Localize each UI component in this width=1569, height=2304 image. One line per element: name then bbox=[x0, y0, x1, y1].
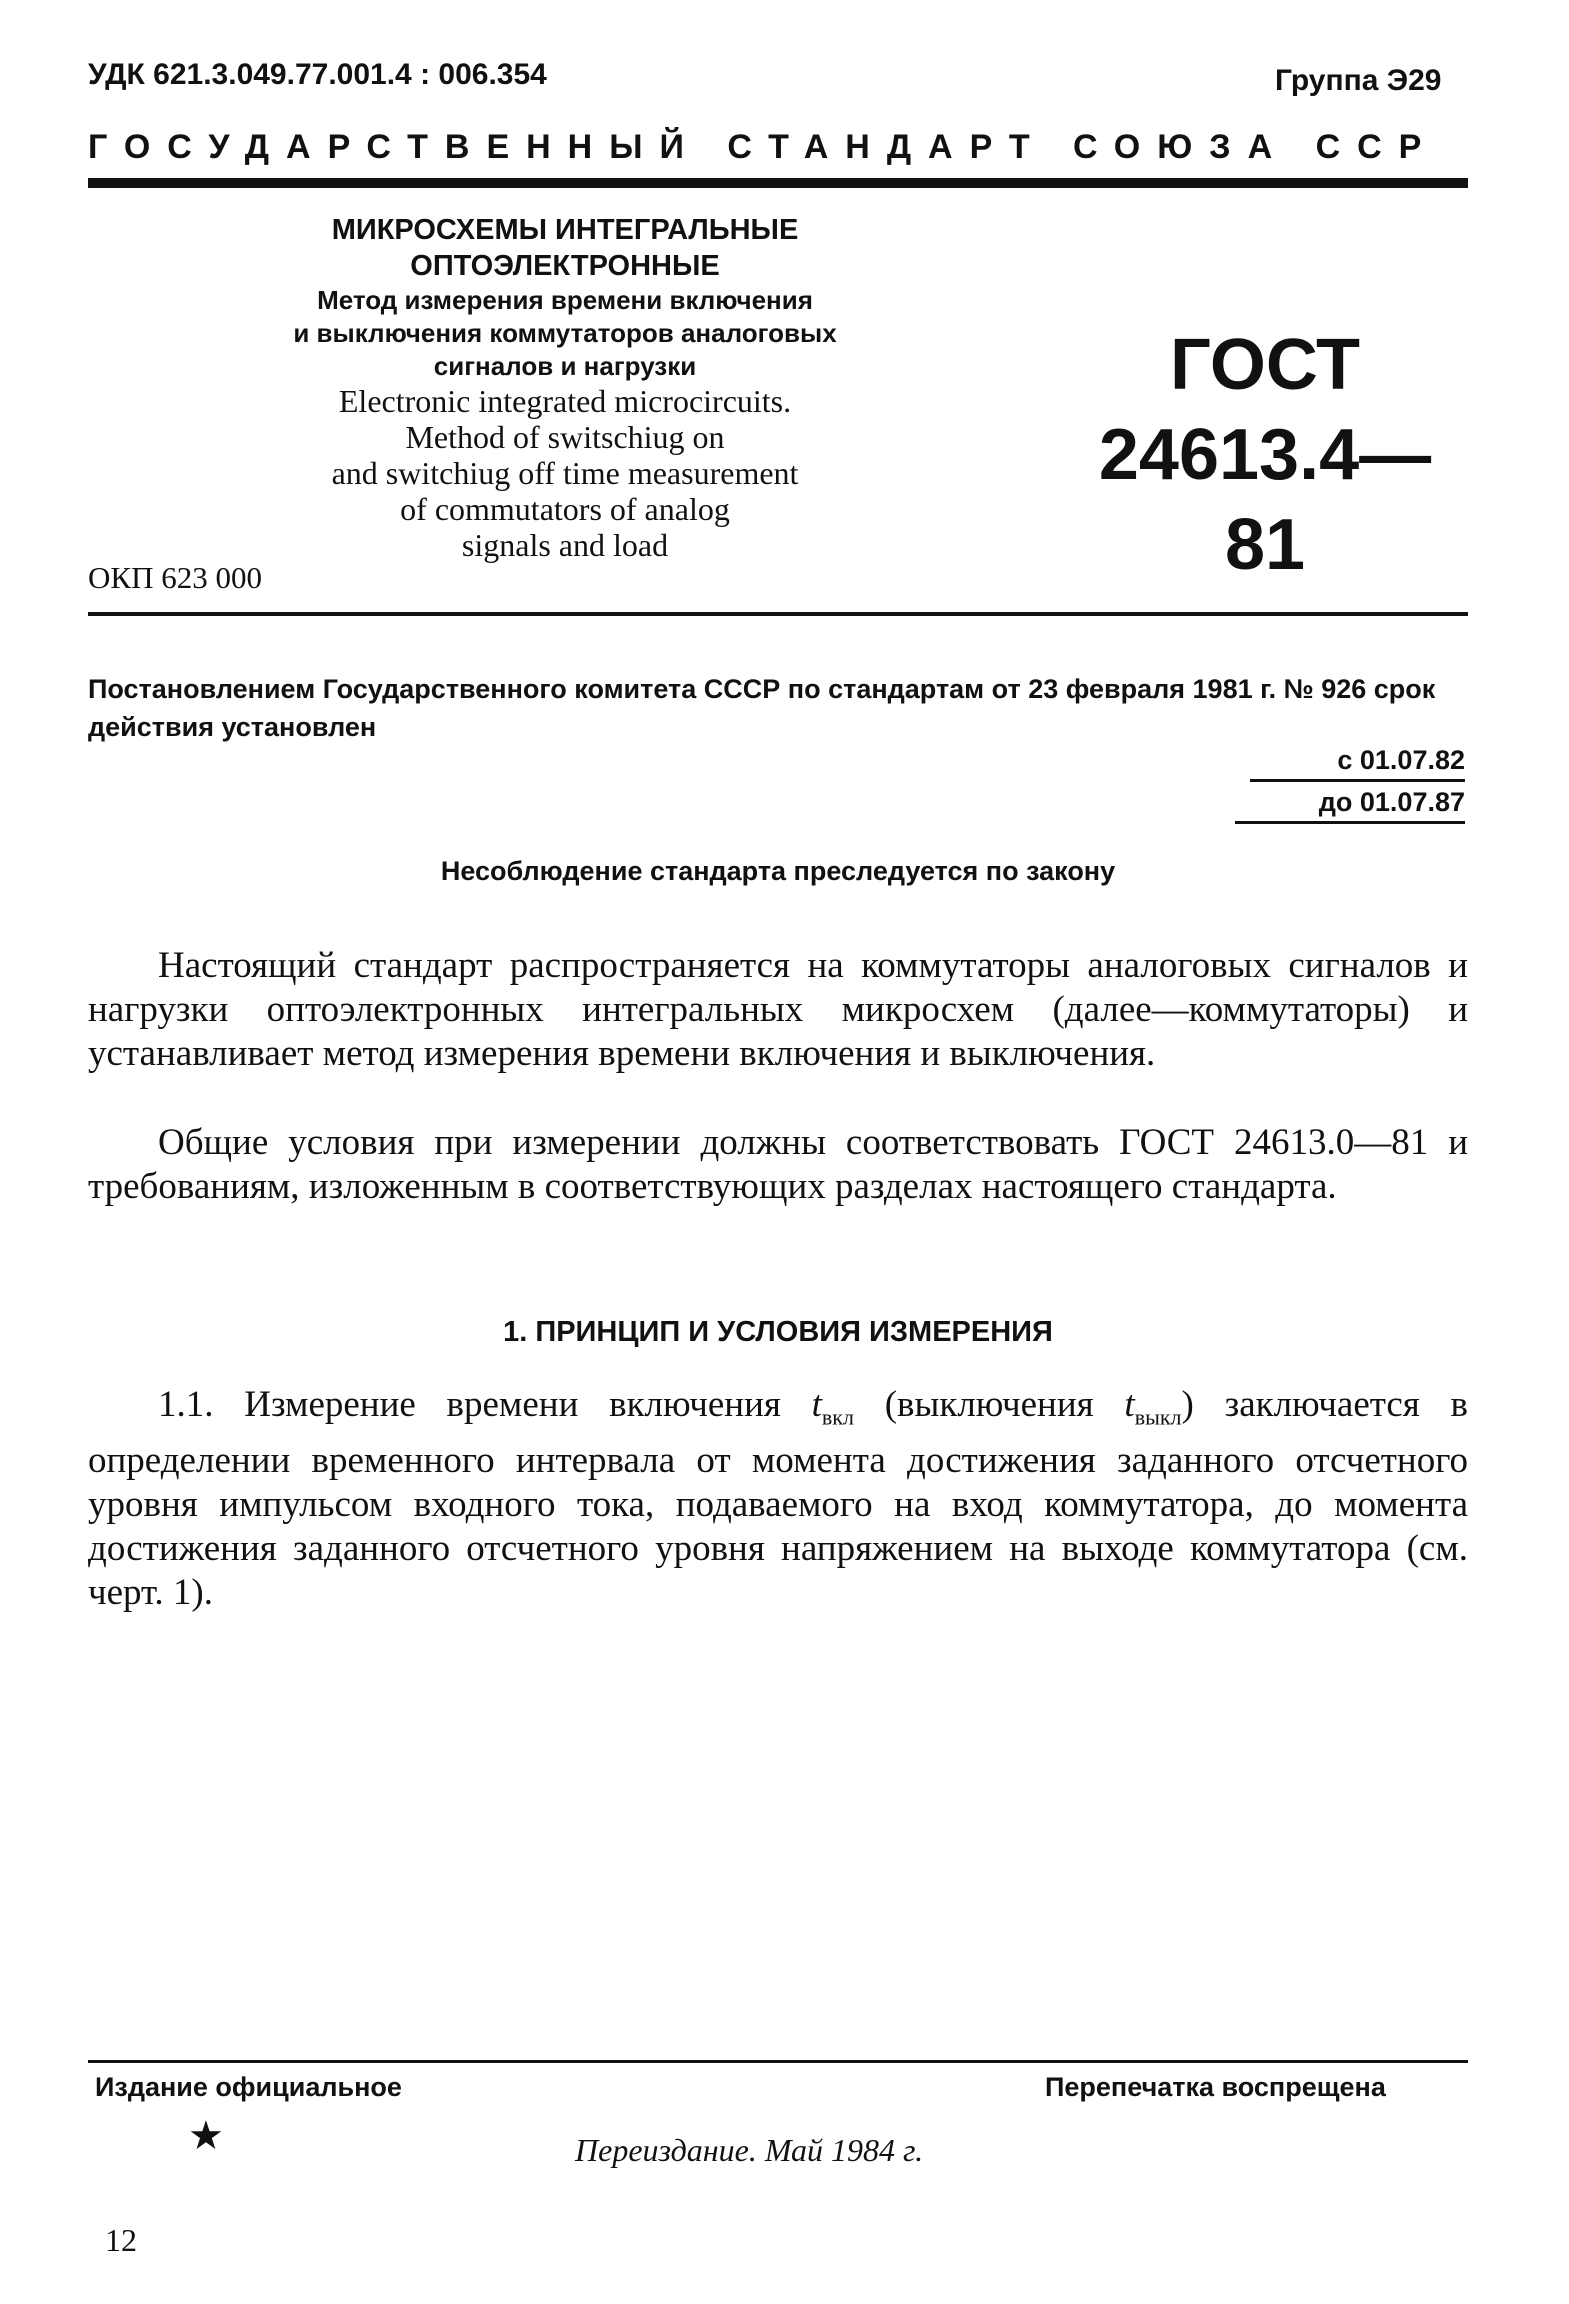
group-code: Группа Э29 bbox=[1275, 64, 1442, 97]
star-icon: ★ bbox=[188, 2113, 224, 2158]
udk-code: УДК 621.3.049.77.001.4 : 006.354 bbox=[88, 58, 547, 91]
official-edition-label: Издание официальное bbox=[95, 2072, 402, 2102]
paragraph-general-conditions: Общие условия при измерении должны соответствовать ГОСТ 24613.0—81 и требованиям, изложенным в соответствующих разделах настоящего стандарта. bbox=[88, 1122, 1468, 1207]
gost-number: 24613.4—81 bbox=[1098, 415, 1432, 585]
top-rule bbox=[88, 178, 1468, 188]
p3-part-b: (выключения bbox=[853, 1384, 1125, 1425]
title-block bbox=[175, 212, 955, 563]
okp-code: ОКП 623 000 bbox=[88, 560, 262, 595]
t-on-symbol: t bbox=[811, 1384, 822, 1425]
mid-rule bbox=[88, 612, 1468, 616]
decree-text: Постановлением Государственного комитета СССР по стандартам от 23 февраля 1981 г. № 926 срок действия установлен bbox=[88, 674, 1436, 742]
title-line-2: ОПТОЭЛЕКТРОННЫЕ bbox=[410, 250, 720, 282]
p3-part-c: ) заключается в определении временного интервала от момента достижения заданного отсчетного уровня импульсом входного тока, подаваемого на вход коммутатора, до момента достижения заданного отсчетного уровня напряжением на выходе коммутатора (см. черт. 1). bbox=[88, 1384, 1468, 1614]
state-standard-text: ГОСУДАРСТВЕННЫЙ СТАНДАРТ СОЮЗА ССР bbox=[88, 128, 1439, 166]
t-off-subscript: выкл bbox=[1134, 1404, 1182, 1430]
title-line-1: МИКРОСХЕМЫ ИНТЕГРАЛЬНЫЕ bbox=[331, 214, 799, 246]
no-reprint-label: Перепечатка воспрещена bbox=[1045, 2072, 1386, 2102]
title-en-1: Electronic integrated microcircuits. bbox=[338, 383, 792, 419]
title-line-4: и выключения коммутаторов аналоговых bbox=[293, 318, 837, 348]
t-off-symbol: t bbox=[1124, 1384, 1135, 1425]
title-en-5: signals and load bbox=[461, 527, 669, 563]
p3-part-a: 1.1. Измерение времени включения bbox=[158, 1384, 812, 1425]
state-standard-banner bbox=[88, 128, 1468, 167]
title-line-5: сигналов и нагрузки bbox=[433, 351, 697, 381]
t-on-subscript: вкл bbox=[821, 1404, 854, 1430]
paragraph-scope: Настоящий стандарт распространяется на коммутаторы аналоговых сигналов и нагрузки оптоэлектронных интегральных микросхем (далее—коммутаторы) и устанавливает метод измерения времени включения и выключения. bbox=[88, 945, 1468, 1074]
gost-code bbox=[1065, 320, 1465, 590]
title-line-3: Метод измерения времени включения bbox=[317, 285, 813, 315]
section-heading-1: 1. ПРИНЦИП И УСЛОВИЯ ИЗМЕРЕНИЯ bbox=[503, 1316, 1053, 1348]
page-number: 12 bbox=[105, 2222, 137, 2258]
legal-notice: Несоблюдение стандарта преследуется по закону bbox=[440, 856, 1116, 886]
title-en-3: and switchiug off time measurement bbox=[331, 455, 799, 491]
effective-to: до 01.07.87 bbox=[1235, 787, 1465, 824]
gost-label: ГОСТ bbox=[1169, 325, 1361, 405]
title-en-2: Method of switschiug on bbox=[405, 419, 725, 455]
reissue-note: Переиздание. Май 1984 г. bbox=[575, 2132, 924, 2168]
title-en-4: of commutators of analog bbox=[400, 491, 730, 527]
effective-from: с 01.07.82 bbox=[1250, 745, 1465, 782]
footer-rule bbox=[88, 2060, 1468, 2063]
paragraph-1-1 bbox=[88, 1383, 1468, 1615]
